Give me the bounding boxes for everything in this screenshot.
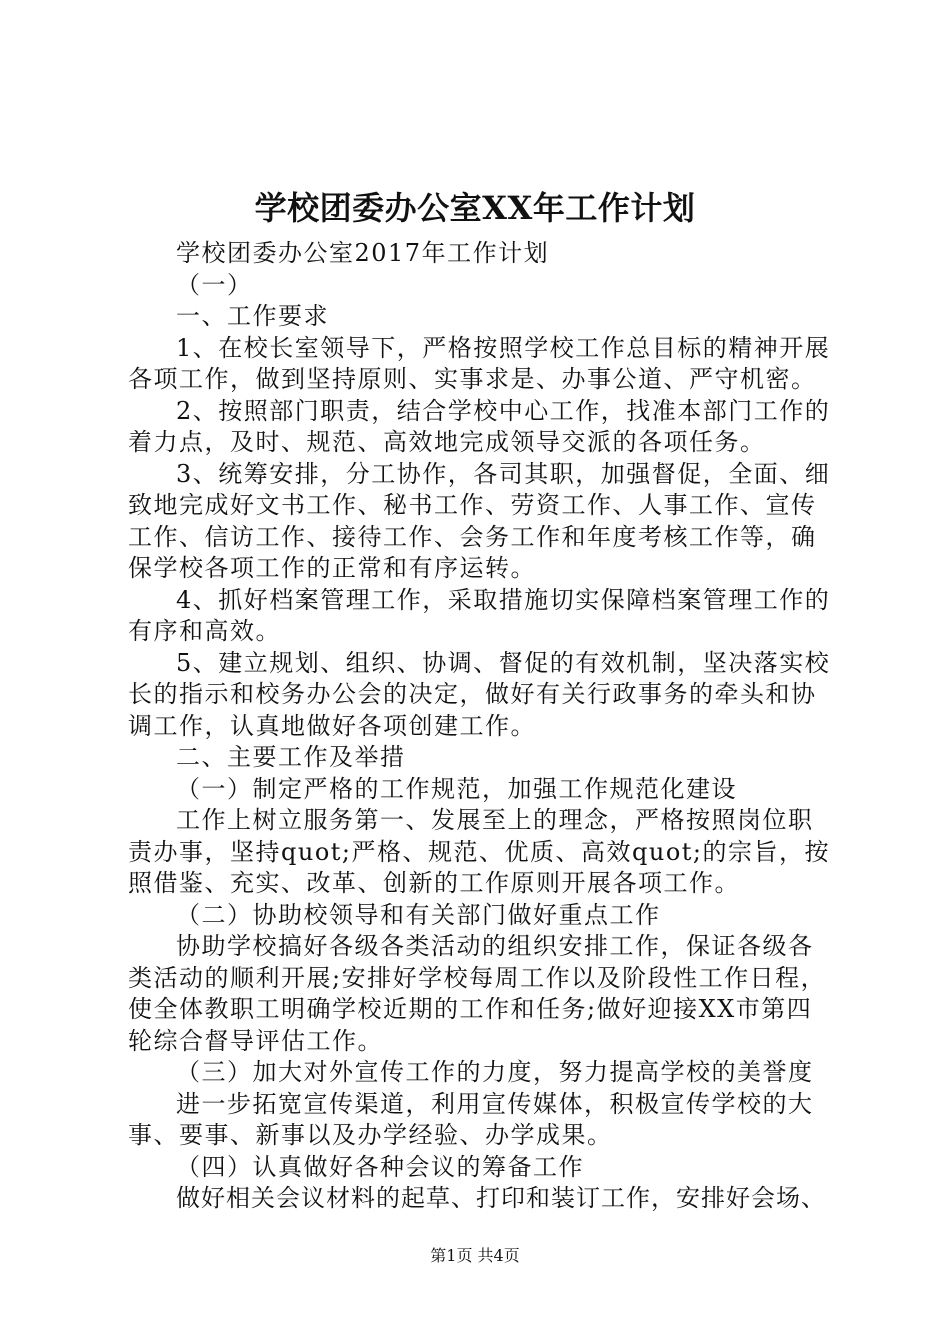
body-line: 类活动的顺利开展;安排好学校每周工作以及阶段性工作日程， — [128, 963, 827, 992]
body-line: 做好相关会议材料的起草、打印和装订工作，安排好会场、 — [176, 1184, 826, 1212]
body-line: 5、建立规划、组织、协调、督促的有效机制，坚决落实校 — [176, 648, 831, 677]
document-body — [128, 238, 832, 1215]
body-line: （一） — [176, 270, 253, 299]
body-line: 各项工作，做到坚持原则、实事求是、办事公道、严守机密。 — [128, 365, 817, 393]
body-line: 4、抓好档案管理工作，采取措施切实保障档案管理工作的 — [176, 585, 831, 614]
document-title: 学校团委办公室XX年工作计划 — [254, 189, 696, 227]
body-line: 工作上树立服务第一、发展至上的理念，严格按照岗位职 — [176, 806, 814, 834]
body-line: 有序和高效。 — [128, 617, 281, 645]
body-line: 2、按照部门职责，结合学校中心工作，找准本部门工作的 — [176, 396, 831, 425]
body-line: 责办事，坚持quot;严格、规范、优质、高效quot;的宗旨，按 — [128, 837, 830, 866]
body-line: 使全体教职工明确学校近期的工作和任务;做好迎接XX市第四 — [128, 995, 813, 1023]
body-line: 协助学校搞好各级各类活动的组织安排工作，保证各级各 — [176, 932, 814, 960]
body-line: 长的指示和校务办公会的决定，做好有关行政事务的牵头和协 — [128, 680, 817, 708]
body-line: （一）制定严格的工作规范，加强工作规范化建设 — [176, 774, 737, 803]
body-line: 事、要事、新事以及办学经验、办学成果。 — [128, 1121, 613, 1149]
body-line: 一、工作要求 — [176, 302, 329, 330]
body-line: 二、主要工作及举措 — [176, 743, 406, 771]
body-line: （三）加大对外宣传工作的力度，努力提高学校的美誉度 — [176, 1058, 814, 1086]
body-line: 保学校各项工作的正常和有序运转。 — [128, 554, 536, 582]
body-line: 学校团委办公室2017年工作计划 — [176, 239, 550, 267]
body-line: 调工作，认真地做好各项创建工作。 — [128, 711, 536, 740]
body-line: 1、在校长室领导下，严格按照学校工作总目标的精神开展 — [176, 333, 831, 362]
body-line: （二）协助校领导和有关部门做好重点工作 — [176, 900, 661, 929]
body-line: （四）认真做好各种会议的筹备工作 — [176, 1152, 584, 1181]
body-line: 进一步拓宽宣传渠道，利用宣传媒体，积极宣传学校的大 — [176, 1089, 814, 1118]
body-line: 3、统筹安排，分工协作，各司其职，加强督促，全面、细 — [176, 459, 831, 488]
body-line: 轮综合督导评估工作。 — [128, 1026, 383, 1055]
body-line: 致地完成好文书工作、秘书工作、劳资工作、人事工作、宣传 — [128, 491, 817, 519]
body-line: 着力点，及时、规范、高效地完成领导交派的各项任务。 — [128, 428, 766, 456]
body-line: 照借鉴、充实、改革、创新的工作原则开展各项工作。 — [128, 869, 740, 897]
page-footer: 第1页 共4页 — [430, 1246, 520, 1265]
body-line: 工作、信访工作、接待工作、会务工作和年度考核工作等，确 — [128, 522, 817, 551]
